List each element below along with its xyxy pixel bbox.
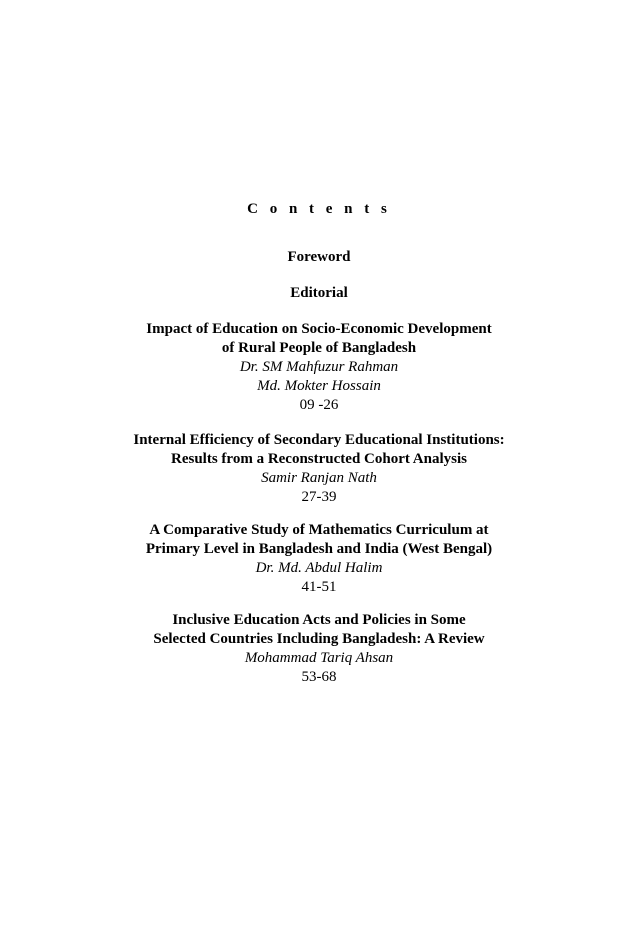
- entry-pages: 09 -26: [299, 397, 339, 413]
- entry-pages: 41-51: [301, 579, 337, 595]
- entry-title-line: Primary Level in Bangladesh and India (West Bengal): [145, 541, 493, 557]
- entry-title-line: Inclusive Education Acts and Policies in Some: [172, 612, 466, 628]
- entry-title-line: Results from a Reconstructed Cohort Analysis: [171, 451, 467, 467]
- contents-heading: C o n t e n t s: [247, 201, 391, 217]
- entry-author: Dr. SM Mahfuzur Rahman: [239, 359, 399, 375]
- entry-title-line: A Comparative Study of Mathematics Curriculum at: [149, 522, 489, 538]
- entry-title-line: Impact of Education on Socio-Economic Development: [146, 321, 492, 337]
- foreword-entry: Foreword: [287, 249, 351, 265]
- entry-author: Dr. Md. Abdul Halim: [255, 560, 383, 576]
- entry-pages: 27-39: [301, 489, 337, 505]
- entry-title-line: of Rural People of Bangladesh: [221, 340, 417, 356]
- entry-pages: 53-68: [301, 669, 337, 685]
- editorial-entry: Editorial: [290, 285, 348, 301]
- entry-author: Md. Mokter Hossain: [257, 378, 381, 394]
- entry-title-line: Selected Countries Including Bangladesh: A Review: [153, 631, 485, 647]
- entry-author: Samir Ranjan Nath: [261, 470, 377, 486]
- entry-title-line: Internal Efficiency of Secondary Educational Institutions:: [133, 432, 505, 448]
- entry-author: Mohammad Tariq Ahsan: [244, 650, 394, 666]
